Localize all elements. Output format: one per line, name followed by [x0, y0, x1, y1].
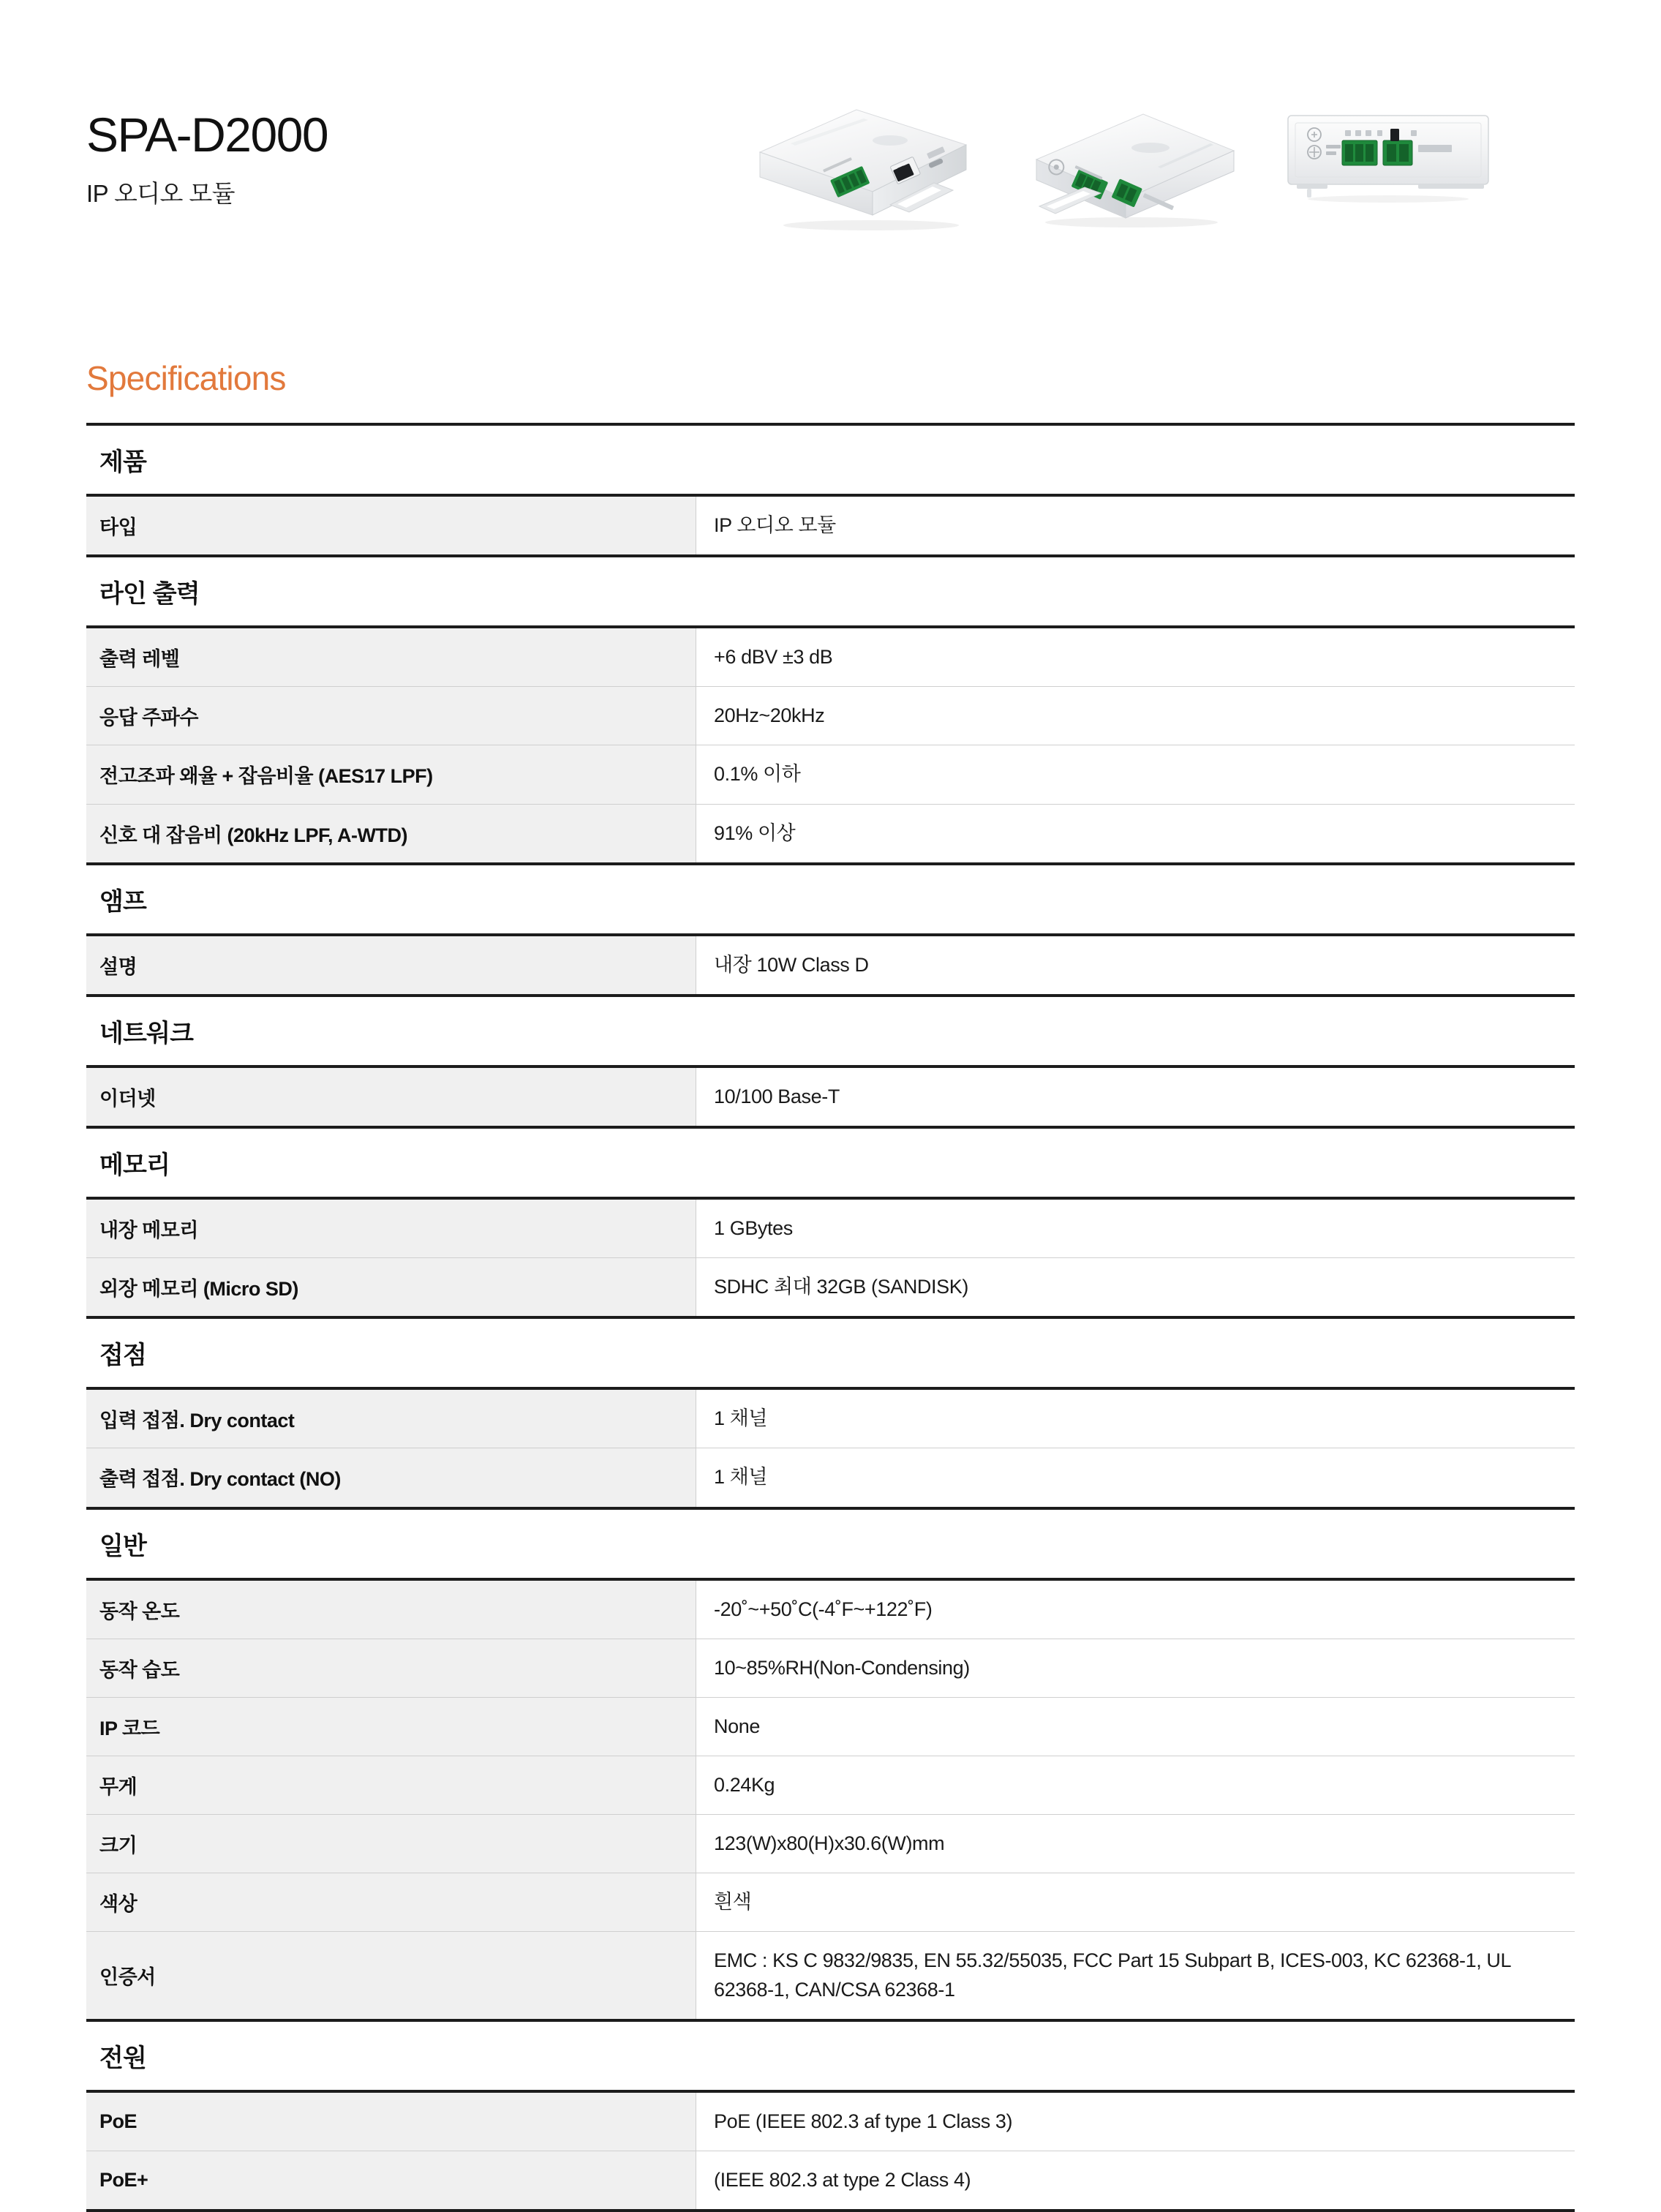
spec-label: 전고조파 왜율 + 잡음비율 (AES17 LPF): [86, 745, 696, 803]
spec-value: 0.1% 이하: [696, 745, 1575, 803]
product-photo-side-elevation: [1275, 97, 1502, 206]
spec-value: 1 채널: [696, 1448, 1575, 1506]
spec-value: IP 오디오 모듈: [696, 497, 1575, 554]
spec-group-header: 네트워크: [86, 997, 1575, 1068]
spec-value: 1 GBytes: [696, 1200, 1575, 1257]
spec-group-header: 메모리: [86, 1129, 1575, 1200]
product-photo-rear-angle: [1014, 97, 1248, 232]
spec-row: [86, 1698, 1575, 1756]
spec-label: 내장 메모리: [86, 1200, 696, 1257]
spec-group-header: 전원: [86, 2022, 1575, 2093]
page-header: [0, 0, 1661, 236]
spec-group-header: 앰프: [86, 865, 1575, 936]
spec-row: [86, 2151, 1575, 2212]
spec-value: (IEEE 802.3 at type 2 Class 4): [696, 2151, 1575, 2209]
spec-value: SDHC 최대 32GB (SANDISK): [696, 1258, 1575, 1316]
spec-label: 동작 온도: [86, 1581, 696, 1639]
product-gallery: [747, 94, 1575, 236]
spec-row: [86, 1390, 1575, 1448]
spec-row: [86, 628, 1575, 687]
spec-label: 무게: [86, 1756, 696, 1814]
title-block: [86, 94, 328, 209]
spec-value: 내장 10W Class D: [696, 936, 1575, 994]
spec-row: [86, 1068, 1575, 1129]
spec-group-header: 제품: [86, 426, 1575, 497]
spec-label: 출력 접점. Dry contact (NO): [86, 1448, 696, 1506]
spec-row: [86, 1873, 1575, 1932]
spec-row: [86, 497, 1575, 557]
page-subtitle: IP 오디오 모듈: [86, 180, 235, 208]
spec-label: 동작 습도: [86, 1639, 696, 1697]
product-photo-front-angle: [747, 97, 988, 236]
spec-value: None: [696, 1698, 1575, 1756]
spec-label: 외장 메모리 (Micro SD): [86, 1258, 696, 1316]
spec-row: [86, 687, 1575, 745]
spec-value: 0.24Kg: [696, 1756, 1575, 1814]
spec-label: 인증서: [86, 1932, 696, 2018]
spec-row: [86, 1639, 1575, 1698]
spec-group-header: 일반: [86, 1510, 1575, 1581]
spec-value: 10~85%RH(Non-Condensing): [696, 1639, 1575, 1697]
spec-group-header: 접점: [86, 1319, 1575, 1390]
specifications-table: [86, 423, 1575, 2212]
spec-label: 색상: [86, 1873, 696, 1931]
spec-row: [86, 1756, 1575, 1815]
spec-value: PoE (IEEE 802.3 af type 1 Class 3): [696, 2093, 1575, 2151]
spec-label: 이더넷: [86, 1068, 696, 1126]
spec-row: [86, 1932, 1575, 2021]
spec-row: [86, 1200, 1575, 1258]
spec-row: [86, 1581, 1575, 1639]
spec-row: [86, 745, 1575, 804]
spec-label: PoE+: [86, 2151, 696, 2209]
spec-row: [86, 1258, 1575, 1319]
spec-row: [86, 2093, 1575, 2151]
spec-label: 크기: [86, 1815, 696, 1873]
spec-row: [86, 936, 1575, 997]
spec-label: 설명: [86, 936, 696, 994]
spec-label: 신호 대 잡음비 (20kHz LPF, A-WTD): [86, 805, 696, 862]
spec-value: +6 dBV ±3 dB: [696, 628, 1575, 686]
spec-value: 10/100 Base-T: [696, 1068, 1575, 1126]
spec-value: 1 채널: [696, 1390, 1575, 1448]
spec-value: 123(W)x80(H)x30.6(W)mm: [696, 1815, 1575, 1873]
spec-value: 91% 이상: [696, 805, 1575, 862]
spec-label: 출력 레벨: [86, 628, 696, 686]
spec-row: [86, 1448, 1575, 1509]
spec-row: [86, 1815, 1575, 1873]
spec-label: 타입: [86, 497, 696, 554]
spec-group-header: 라인 출력: [86, 557, 1575, 628]
spec-label: IP 코드: [86, 1698, 696, 1756]
spec-row: [86, 805, 1575, 865]
page-title: SPA-D2000: [86, 108, 328, 162]
specifications-heading: Specifications: [86, 359, 286, 397]
spec-value: 흰색: [696, 1873, 1575, 1931]
spec-label: 응답 주파수: [86, 687, 696, 745]
spec-value: EMC : KS C 9832/9835, EN 55.32/55035, FCC Part 15 Subpart B, ICES-003, KC 62368-1, UL 62368-1, CAN/CSA 62368-1: [696, 1932, 1575, 2018]
spec-label: PoE: [86, 2093, 696, 2151]
spec-value: 20Hz~20kHz: [696, 687, 1575, 745]
spec-value: -20˚~+50˚C(-4˚F~+122˚F): [696, 1581, 1575, 1639]
spec-label: 입력 접점. Dry contact: [86, 1390, 696, 1448]
